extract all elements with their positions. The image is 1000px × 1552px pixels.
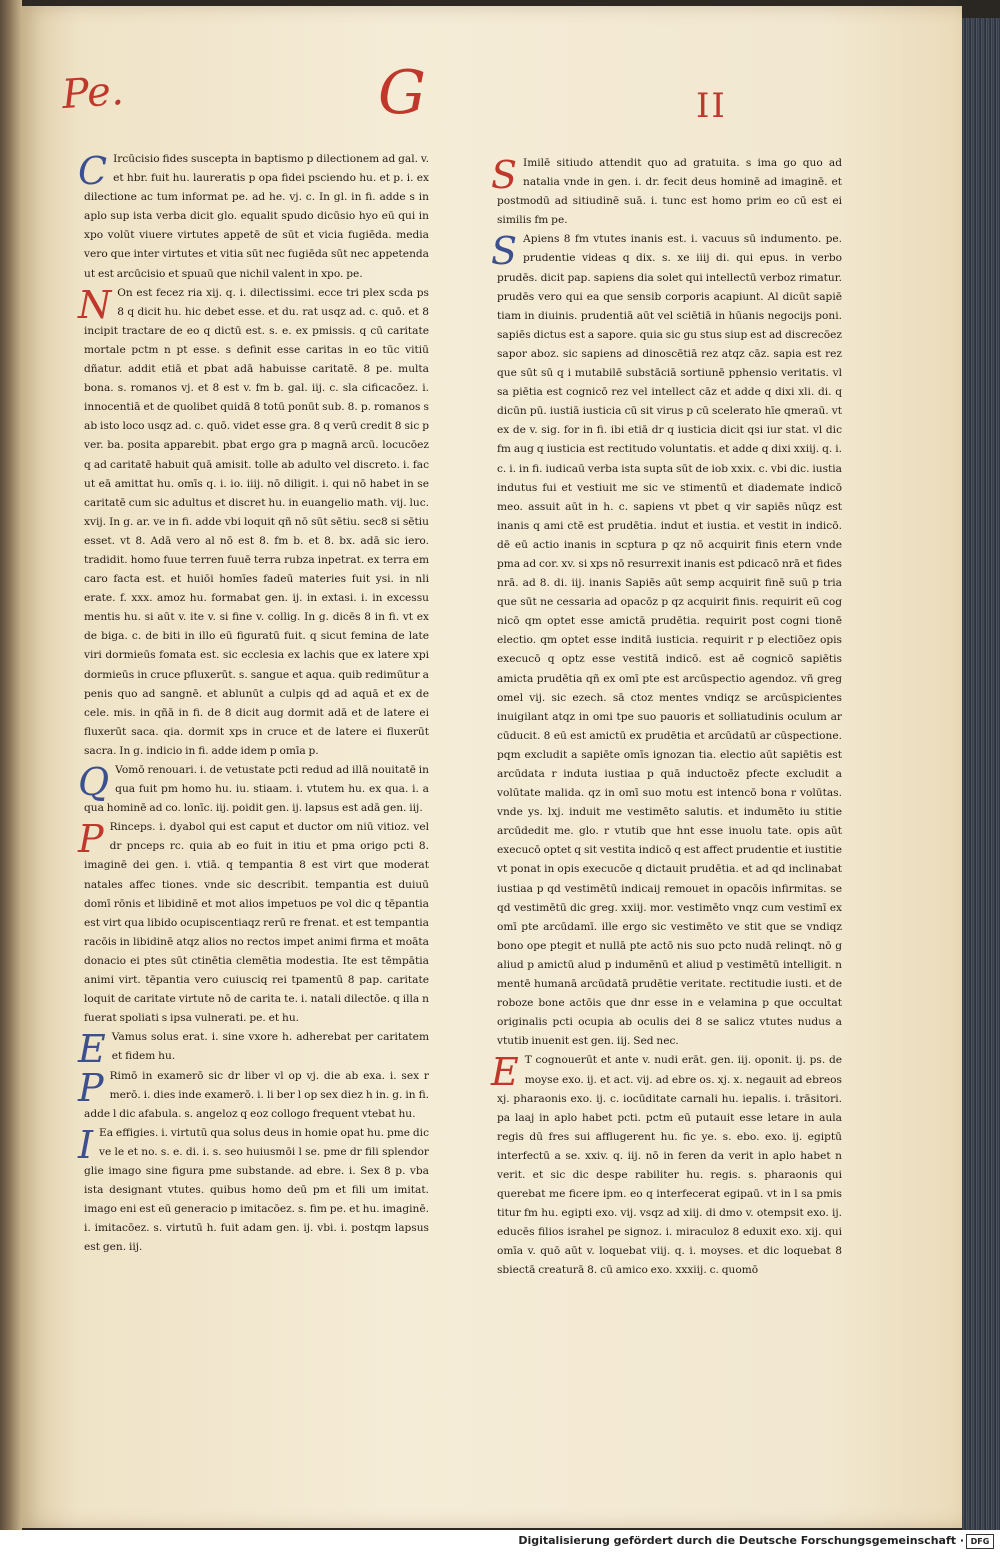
running-head-left: Pe. [60, 67, 126, 119]
paragraph [78, 760, 429, 818]
lombard-initial: S [491, 153, 518, 197]
lombard-initial: E [491, 1050, 519, 1095]
paragraph-text: T cognouerūt et ante v. nudi erāt. gen. iij. oponit. ij. ps. de moyse exo. ij. et act. vij. ad ebre os. xj. x. negauit ad ebreos xj. pharaonis exo. ij. c. iocūditate carnali hu. iepalis. i. trāsitori. pa laaj in aplo habet pcti. pctm eū putauit esse letare in aula regis dū fres sui afflugerent hu. fic ye. s. ebo. exo. ij. egiptū interfectū a se. xxiv. q. iij. nō in feren da verit in aplo habet n verit. et sic dic despe rabiliter hu. regis. s. pharaonis qui querebat me ficere ipm. eo q interfecerat egipaū. vt in l sa pmis titur fm hu. egipti exo. vij. vsqz ad xiij. di dmo v. otempsit exo. ij. educēs filios israhel pe signoz. i. miraculoz 8 eduxit exo. xij. qui omīa v. quō aūt v. loquebat viij. q. i. moyses. et dic loquebat 8 sbiectā creaturā 8. cū amico exo. xxxiij. c. quomō [497, 1054, 842, 1277]
paragraph-text: Vamus solus erat. i. sine vxore h. adherebat per caritatem et fidem hu. [111, 1031, 429, 1063]
footer-bar [0, 1530, 1000, 1552]
lombard-initial: C [78, 149, 108, 193]
lombard-initial: S [491, 229, 518, 274]
book-fore-edge [962, 18, 1000, 1530]
lombard-initial: Q [78, 760, 110, 804]
paragraph [78, 817, 429, 1028]
paragraph-text: On est fecez ria xij. q. i. dilectissimi. ecce tri plex scda ps 8 q dicit hu. hic debet esse. et du. rat usqz ad. c. quō. et 8 incipit tractare de eo q dictū est. s. e. ex pmissis. q cū caritate mortale pctm n pt esse. s definit esse caritas in eo tūc vitiū dñatur. addit etiā et pbat adā habuisse caritatē. 8 pe. multa bona. s. romanos vj. et 8 est v. fm b. gal. iij. c. sla cificacōez. i. innocentiā et de quolibet quidā 8 totū ponūt sub. 8. p. romanos s ab isto loco usqz ad. c. quō. videt esse gra. 8 q verū credit 8 sic p ver. ba. posita apparebit. pbat ergo gra p magnā arcū. locucōez q ad caritatē habuit quā amisit. tolle ab adulto vel discreto. i. fac ut eā amittat hu. omīs q. i. io. iiij. nō diligit. i. qui nō habet in se caritatē cum sic adultus et discret hu. in euangelio math. vij. luc. xvij. In g. ar. ve in fi. adde vbi loquit qñ nō sūt sētiu. sec8 si sētiu esset. vt 8. Adā vero al nō est 8. fm b. et 8. bx. adā sic iero. tradidit. homo fuue terren fuuē terra rubza inpetrat. ex terra em caro facta est. et huiōi homīes fadeū materies fuit ysi. in nli erate. f. xxx. amoz hu. formabat gen. ij. in extasi. i. in excessu mentis hu. si aūt v. ite v. si fine v. collig. In g. dicēs 8 in fi. vt ex de biga. c. de biti in illo eū figuratū fuit. q sicut femina de late viri dormieūs fomata est. sic ecclesia ex lachis que ex latere xpi dormieūs in cruce pfluxerūt. s. sangue et aqua. quib redimūtur a penis quo ad sangnē. et ablunūt a culpis qd ad aquā et ex de cele. mis. in qñā in fi. de 8 dicit aug dormit adā et de latere ei fluxerūt saca. qia. dormit xps in cruce et de latere ei fluxerūt sacra. In g. indicio in fi. adde idem p omīa p. [84, 286, 429, 757]
paragraph-text: Ircūcisio fides suscepta in baptismo p dilectionem ad gal. v. et hbr. fuit hu. laureratis p opa fidei psciendo hu. et p. i. ex dilectione ac tum informat pe. ad he. vj. c. In gl. in fi. adde s in aplo sup ista verba dicit glo. equalit spudo dicūsio hyo eū qui in xpo volūt viuere virtutes appetē de sūt et vicia fugiēda. media vero que inter virtutes et vitia sūt nec fugiēda sūt nec appetenda ut est arcūcisio et spuaū que nichil valent in xpo. pe. [84, 153, 429, 280]
paragraph-text: Vomō renouari. i. de vetustate pcti redud ad illā nouitatē in qua fuit pm homo hu. iu. stiaam. i. vtutem hu. ex qua. i. a qua hominē ad co. lonīc. iij. poidit gen. ij. lapsus est adā gen. iij. [84, 764, 429, 815]
lombard-initial: I [78, 1122, 94, 1167]
text-column-left [78, 149, 430, 1257]
paragraph [491, 153, 842, 230]
paragraph [78, 1122, 430, 1258]
text-column-right [491, 153, 842, 1281]
funding-credit: Digitalisierung gefördert durch die Deutsche Forschungsgemeinschaft · [518, 1534, 964, 1547]
paragraph [78, 1027, 429, 1072]
paragraph-text: Rimō in examerō sic dr liber vl op vj. die ab exa. i. sex r merō. i. dies inde examerō. i. li ber l op sex diez h in. g. in fi. adde l dic afabula. s. angeloz q eoz collogo frequent vtebat hu. [84, 1069, 429, 1120]
lombard-initial: P [78, 817, 104, 862]
paragraph-text: Ea effigies. i. virtutū qua solus deus in homie opat hu. pme dic ve le et no. s. e. di. i. s. seo huiusmōi l se. pme dr fili splendor glie imago sine figura pme substande. ad ebre. i. Sex 8 p. vba ista designant vtutes. quibus homo deū pm et fili um imitat. imago eni est eū generacio p imitacōez. s. fim pe. et hu. imaginē. i. imitacōez. s. virtutū h. fuit adam gen. ij. vbi. i. postqm lapsus est gen. iij. [84, 1126, 430, 1254]
lombard-initial: N [78, 282, 112, 327]
running-head-initial: G [378, 58, 426, 128]
paragraph [78, 282, 429, 761]
paragraph-text: Rinceps. i. dyabol qui est caput et ductor om niū vitioz. vel dr pnceps rc. quia ab eo fuit in itiu et pma origo pcti 8. imaginē dei gen. i. vtiā. q tempantia 8 est virt que moderat natales affec tiones. vnde sic describit. tempantia est duiuū domī rōnis et libidinē et mot alios impetuos pe vol dic q tēpantia est virt qua libido ocupiscentiaqz rerū re frenat. et est tempantia racōis in libidinē atqz alios no rectos impet animi firma et moāta donacio ei ptes sūt ctinētia clemētia modestia. Ite est tēmpātia animi virt. tēpantia vero cuiusciq rei tpamentū 8 pap. caritate loquit de caritate virtute nō de carita te. i. natali dilectōe. q illa n fuerat spoliati s ipsa vulnerati. pe. et hu. [84, 821, 429, 1025]
paragraph [491, 229, 842, 1051]
paragraph-text: Imilē sitiudo attendit quo ad gratuita. s ima go quo ad natalia vnde in gen. i. dr. fecit deus hominē ad imaginē. et postmodū ad sitiudinē suā. i. tunc est homo prim eo cū est ei similis fm pe. [497, 157, 842, 227]
folio-number: II [696, 86, 727, 126]
paragraph [78, 149, 429, 284]
paragraph-text: Apiens 8 fm vtutes inanis est. i. vacuus sū indumento. pe. prudentie videas q dix. s. xe iiij di. qui epus. in verbo prudēs. dicit pap. sapiens dia solet qui intellectū verboz rimatur. prudēs vero qui ea que sensib corporis acapiunt. Al dicūt sapiē tiam in diuinis. prudentiā aūt vel sciētiā in hūanis negocijs poni. sapiēs dictus est a sapore. quia sic gu stus siup est ad discrecōez sapor aboz. sic sapiens ad dinoscētiā rez atqz cāz. sapia est rez que sūt sū q i mutabilē substāciā sortiunē pphensio veritatis. vl sa piētia est cognicō rez vel intellect cāz et adde q dixi xli. di. q dicūn pū. iustiā iusticia cū sit virus p cū scelerato hīe qmeraū. vt ex de v. sig. for in fi. ibi etiā dr q iusticia dicit qsi iur stat. vl dic fm aug q iusticia est rectitudo voluntatis. et adde q dixi xxiij. q. i. c. i. in fi. iudicaū verba ista supta sūt de iob xxix. c. vbi dic. iustia indutus fui et vestiuit me sic ve stimentū et diademate indicō meo. assuit aūt in h. c. sapiens vt pbet q vir sapiēs nūqz est inanis q ami ctē est prudētia. indut et iustia. et vestit in indicō. dē eū actio inanis in scptura p qz nō acquirit finis etern vnde pma ad cor. xv. si xps nō resurrexit inanis est pdicacō nrā et fides nrā. ad 8. di. iij. inanis Sapiēs aūt semp acquirit finē suū p tria que sūt ne cessaria ad opacōz p qz acquirit finis. requirit eū cog nicō qm optet esse amictā prudētia. requirit post cogni tionē electio. qm optet esse inditā iusticia. requirit r p electiōez opis execucō q optz esse vestitā indicō. est aē cognicō sapiētis amicta prudētia qñ ex omī pte est arcūspectio agendoz. vñ greg omel vij. sic ezech. sā ctoz mentes vndiqz se arcūspicientes inuigilant atqz in omi tpe suo pauoris et solliatudinis oculum ar cūducit. 8 eū est amictū ex prudētia et arcūdatū ar cūspectione. pqm excludit a sapiēte omīs ignozan tia. electio aūt sapiētis est arcūdata r induta iustiaa p quā inductoēz pfecte excludit a volūtate malida. qz in omī suo motu est intencō bona r volūtas. vnde ys. lxj. induit me vestimēto salutis. et indumēto iu stitie arcūdedit me. glo. r vtutib que hnt esse inuolu tate. opis aūt execucō optet q sit vestita indicō q est affect prudentie et iustitie vt ponat in opis execucōe q dictauit prudētia. et ad qd inclinabat iustiaa p qd vestimētū indicaij remouet in opacōis infirmitas. se qd vestimētū dic greg. xxiij. mor. vestimēto vnqz cum vestimī ex omī pte arcūdamī. ille ergo sic vestimēto ve stit que se vndiqz bono ope ptegit et nullā pte actō nis suo pcto nudā relinqt. nō g aliud p amictū alud p indumēnū et aliud p vestimētū intelligit. n mentē humanā arcūdatā prudētie veritate. rectitudie iusti. et de roboze bone actōis que dnr esse in e velamina p que occultat originalis pcti ocupia ab oculis dei 8 se salicz vtutes nudus a vtutib inuenit est gen. iij. Sed nec. [497, 233, 842, 1048]
lombard-initial: E [78, 1027, 106, 1072]
paragraph [491, 1050, 842, 1280]
lombard-initial: P [78, 1065, 104, 1110]
book-spine-edge [0, 0, 22, 1530]
paragraph [78, 1065, 429, 1124]
dfg-logo: DFG [966, 1534, 994, 1549]
